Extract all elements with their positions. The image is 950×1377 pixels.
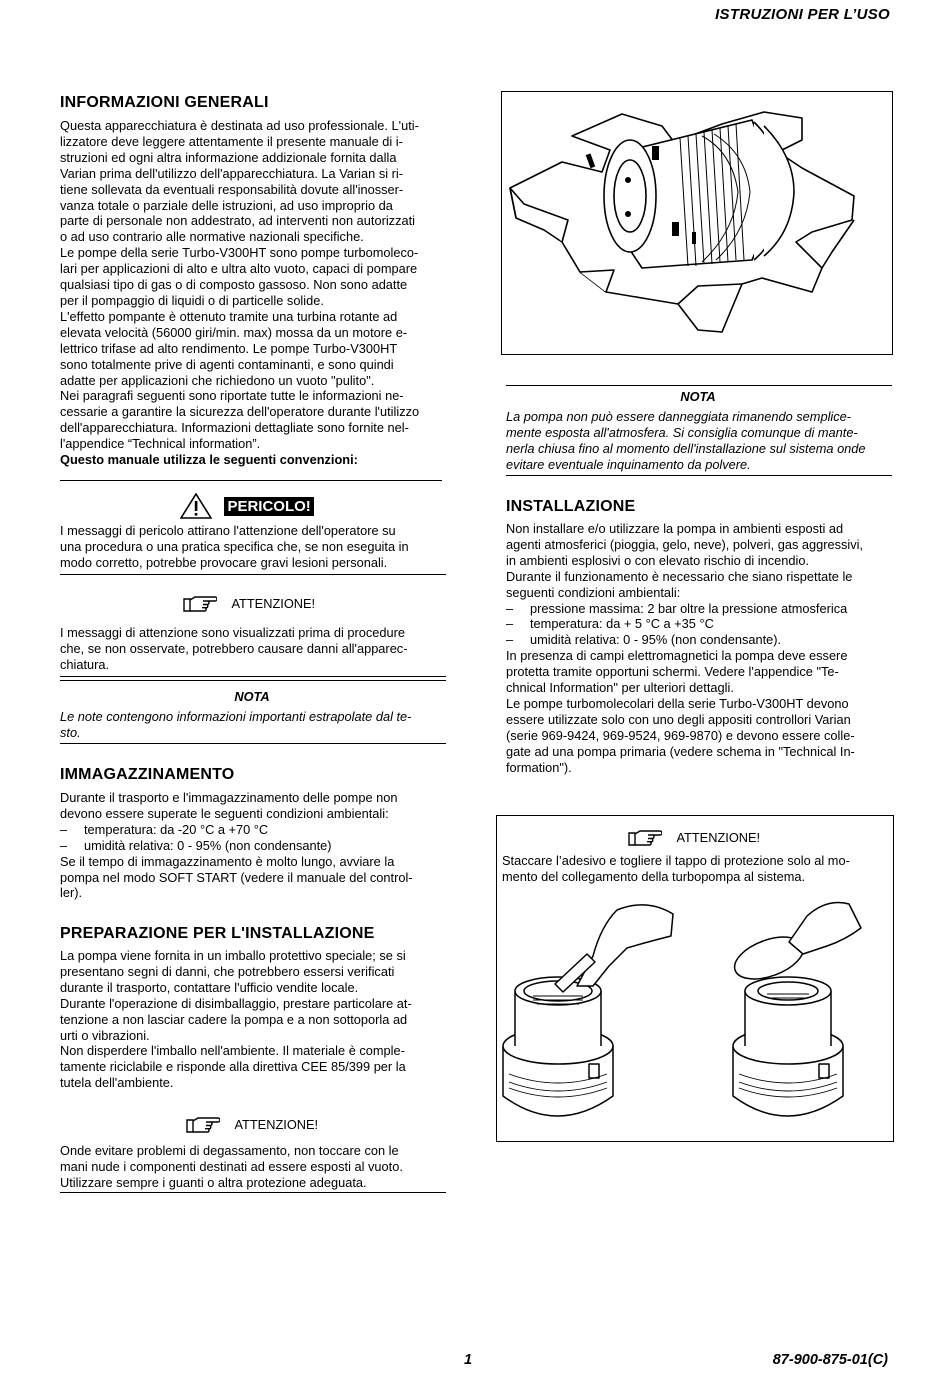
divider — [60, 574, 446, 575]
prep-text: La pompa viene fornita in un imballo protettivo speciale; se si presentano segni di danni, che potrebbero essersi verificati durante il trasporto, contattare l'ufficio vendite locale. Durante l'operazione di disimballaggio, prestare particolare at- tenzione a non lasciar cadere la pompa e a non sottoporla ad urti o vibrazioni. Non disperdere l'imballo nell'ambiente. Il materiale è comple- tamente riciclabile e risponde alla direttiva CEE 85/399 per la tutela dell'ambiente. — [60, 948, 412, 1091]
note-text: Le note contengono informazioni importanti estrapolate dal te- sto. — [60, 709, 412, 740]
turbo-pump-drawing — [502, 92, 892, 354]
divider — [60, 1192, 446, 1193]
attention-box — [496, 815, 894, 1142]
page-number: 1 — [464, 1352, 473, 1368]
attention-text: I messaggi di attenzione sono visualizzati prima di procedure che, se non osservate, potrebbero causare danni all'apparec- chiatura. — [60, 625, 408, 672]
general-heading: INFORMAZIONI GENERALI — [60, 94, 269, 111]
list-item: – temperatura: da + 5 °C a +35 °C — [506, 616, 890, 632]
note-title: NOTA — [234, 689, 270, 704]
document-code: 87-900-875-01(C) — [772, 1352, 888, 1368]
attention-label: ATTENZIONE! — [676, 829, 761, 845]
prep-heading: PREPARAZIONE PER L'INSTALLAZIONE — [60, 925, 375, 942]
attention-label: ATTENZIONE! — [234, 1116, 319, 1132]
list-item: – pressione massima: 2 bar oltre la pressione atmosferica — [506, 601, 890, 617]
install-text: Non installare e/o utilizzare la pompa in ambienti esposti ad agenti atmosferici (pioggia, gelo, neve), polveri, gas aggressivi, in ambienti esplosivi o con elevato rischio di incendio. Durante il funzionamento è necessario che siano rispettate le seguenti condizioni ambientali: – pressione massima: 2 bar oltre la pressione atmosferica – temperatura: da + 5 °C a +35 °C – umidità relativa: 0 - 95% (non condensante). In presenza di campi elettromagnetici la pompa deve essere protetta tramite opportuni schermi. Vedere l'appendice "Te- chnical Information" per ulteriori dettagli. Le pompe turbomolecolari della serie Turbo-V300HT devono essere utilizzate solo con uno degli appositi controllori Varian (serie 969-9424, 969-9524, 969-9870) e devono essere colle- gate ad una pompa primaria (vedere schema in "Technical In- formation"). — [506, 521, 890, 776]
divider — [60, 676, 446, 677]
attention-label: ATTENZIONE! — [231, 595, 316, 611]
warning-triangle-icon — [180, 493, 212, 519]
conventions-line: Questo manuale utilizza le seguenti convenzioni: — [60, 452, 358, 468]
danger-badge: PERICOLO! — [224, 497, 313, 516]
note-title: NOTA — [680, 389, 716, 404]
divider — [506, 475, 892, 476]
pump-illustration-frame — [501, 91, 893, 355]
list-item: – temperatura: da -20 °C a +70 °C — [60, 822, 444, 838]
attention-text: Onde evitare problemi di degassamento, non toccare con le mani nude i componenti destinati ad essere esposti al vuoto. Utilizzare sempre i guanti o altra protezione adeguata. — [60, 1143, 403, 1190]
divider — [60, 743, 446, 744]
seal-removal-drawing — [497, 896, 893, 1136]
storage-conditions-list — [60, 822, 444, 854]
attention-label-row — [186, 1115, 318, 1133]
pointing-hand-icon — [628, 828, 662, 846]
divider — [60, 480, 442, 481]
running-header: ISTRUZIONI PER L’USO — [715, 6, 890, 23]
install-heading: INSTALLAZIONE — [506, 498, 636, 515]
pointing-hand-icon — [183, 594, 217, 612]
danger-label-row — [180, 493, 314, 519]
list-item: – umidità relativa: 0 - 95% (non condensante) — [60, 838, 444, 854]
storage-heading: IMMAGAZZINAMENTO — [60, 766, 235, 783]
divider — [60, 680, 446, 681]
attention-label-row — [628, 828, 760, 846]
operating-conditions-list — [506, 601, 890, 649]
attention-label-row — [183, 594, 315, 612]
pointing-hand-icon — [186, 1115, 220, 1133]
divider — [506, 385, 892, 386]
storage-text: Durante il trasporto e l'immagazzinamento delle pompe non devono essere superate le seguenti condizioni ambientali: – temperatura: da -20 °C a +70 °C – umidità relativa: 0 - 95% (non condensante) Se il tempo di immagazzinamento è molto lungo, avviare la pompa nel modo SOFT START (vedere il manuale del control- ler). — [60, 790, 444, 901]
attention-text: Staccare l’adesivo e togliere il tappo di protezione solo al mo- mento del collegamento della turbopompa al sistema. — [502, 853, 850, 884]
general-text: Questa apparecchiatura è destinata ad uso professionale. L'uti- lizzatore deve leggere attentamente il presente manuale di i- struzioni ed ogni altra informazione addizionale fornita dalla Varian prima dell'utilizzo dell'apparecchiatura. La Varian si ri- tiene sollevata da eventuali responsabilità dovute all'inosser- vanza totale o parziale delle istruzioni, ad uso improprio da parte di personale non addestrato, ad interventi non autorizzati o ad uso contrario alle normative nazionali specifiche. Le pompe della serie Turbo-V300HT sono pompe turbomoleco- lari per applicazioni di alto e ultra alto vuoto, capaci di pompare qualsiasi tipo di gas o di composto gassoso. Non sono adatte per il pompaggio di liquidi o di particelle solide. L'effetto pompante è ottenuto tramite una turbina rotante ad elevata velocità (56000 giri/min. max) mossa da un motore e- lettrico trifase ad alto rendimento. Le pompe Turbo-V300HT sono totalmente prive di agenti contaminanti, e sono quindi adatte per applicazioni che richiedono un vuoto "pulito". Nei paragrafi seguenti sono riportate tutte le informazioni ne- cessarie a garantire la sicurezza dell'operatore durante l'utilizzo dell'apparecchiatura. Informazioni dettagliate sono fornite nel- l'appendice “Technical information”. Questo manuale utilizza le seguenti convenzioni: — [60, 118, 444, 468]
note-text: La pompa non può essere danneggiata rimanendo semplice- mente esposta all'atmosfera. Si consiglia comunque di mante- nerla chiusa fino al momento dell'installazione sul sistema onde evitare eventuale inquinamento da polvere. — [506, 409, 866, 472]
danger-text: I messaggi di pericolo attirano l'attenzione dell'operatore su una procedura o una pratica specifica che, se non eseguita in modo corretto, potrebbe provocare gravi lesioni personali. — [60, 523, 409, 570]
list-item: – umidità relativa: 0 - 95% (non condensante). — [506, 632, 890, 648]
